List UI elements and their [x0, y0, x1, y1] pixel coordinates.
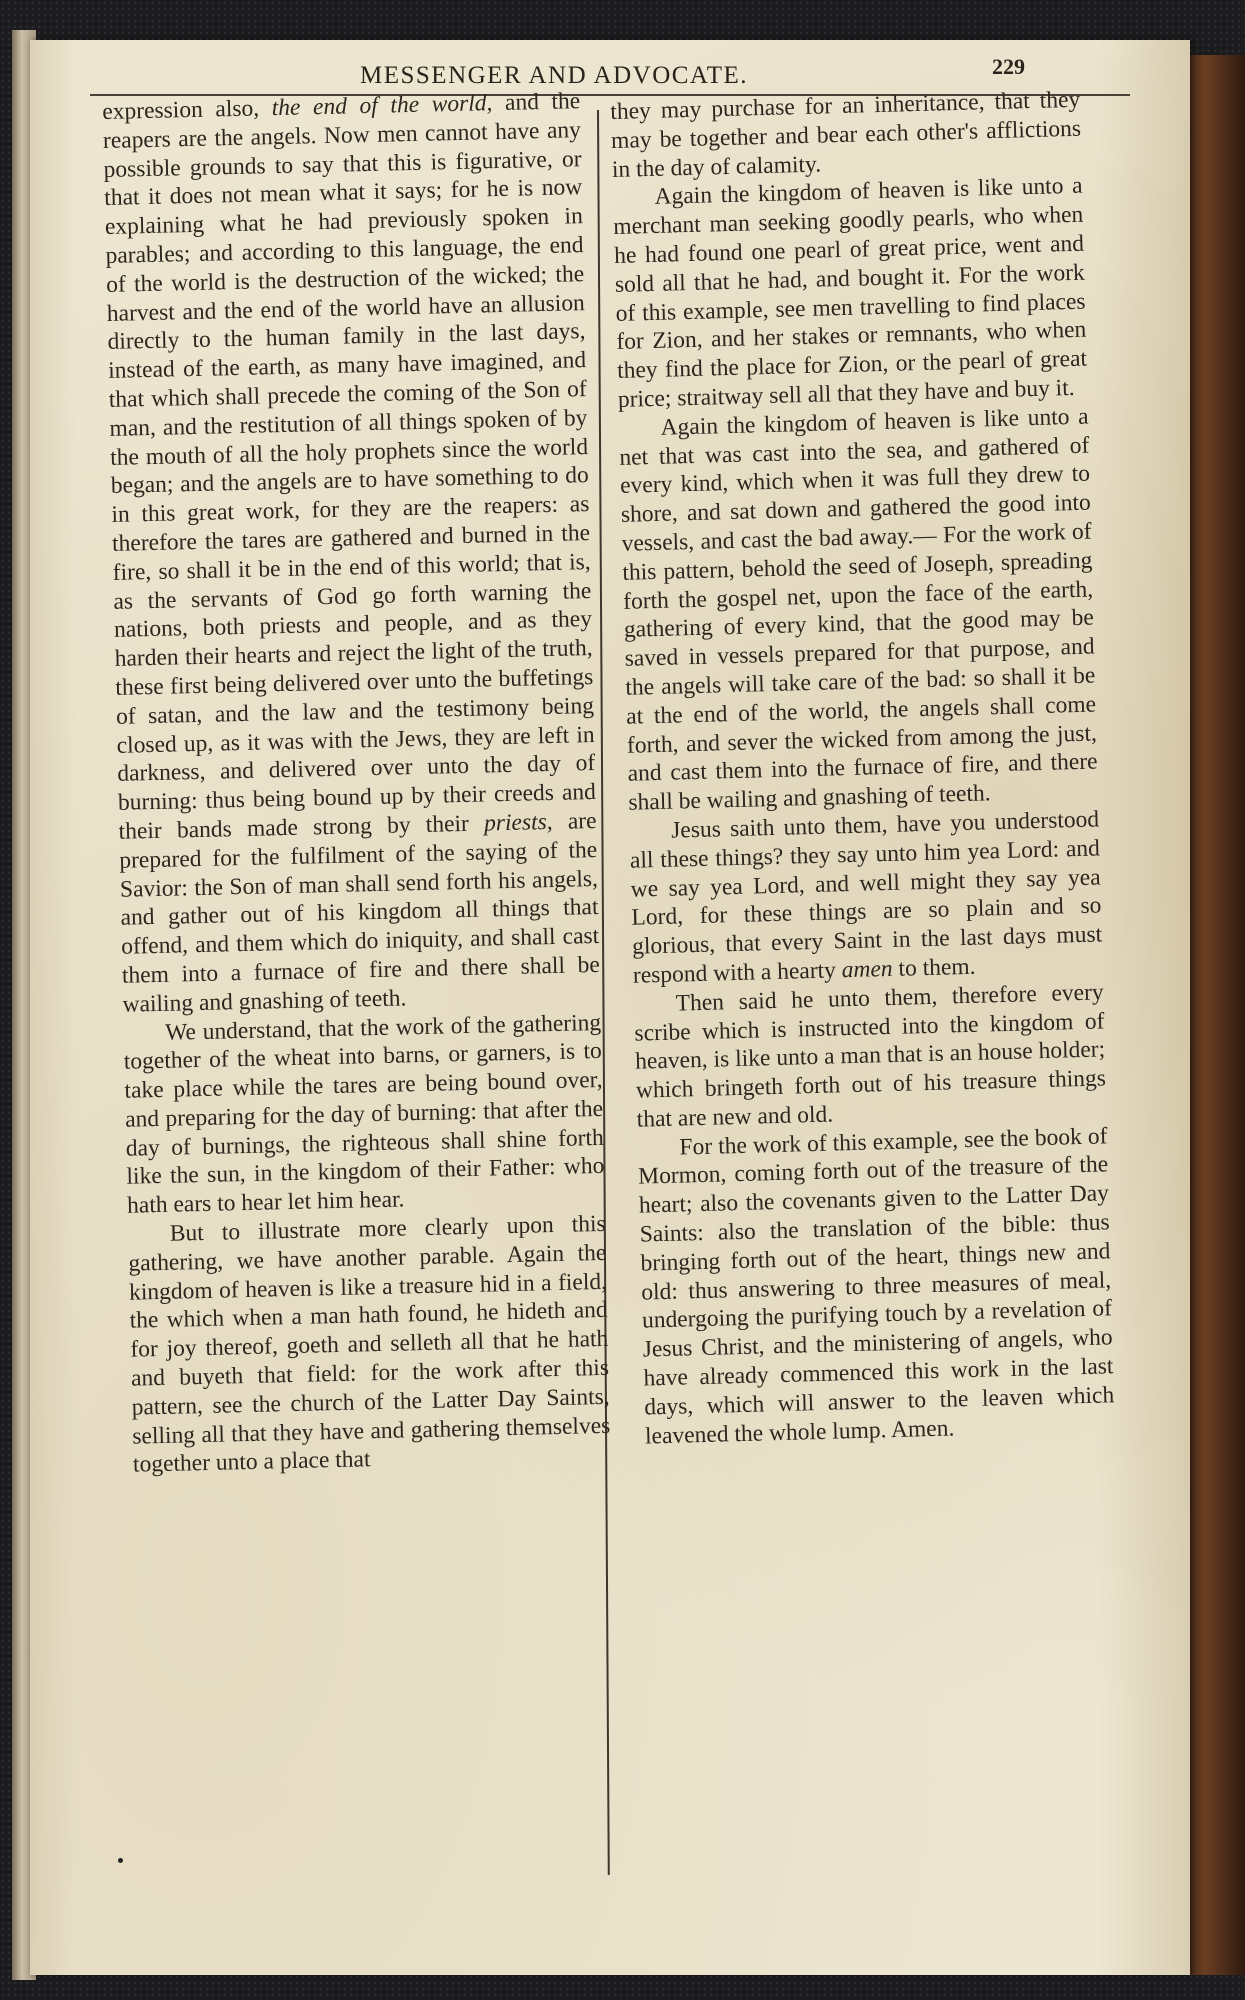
- right-paragraph-3: Again the kingdom of heaven is like unto a net that was cast into the sea, and gathered of every kind, which when it was full they drew to shore, and sat down and gathered the good into vessels, and cast the bad away.— For the work of this pattern, behold the seed of Joseph, spreading forth the gospel net, upon the face of the earth, gathering of every kind, that the good may be saved in vessels prepared for that purpose, and the angels will take care of the bad: so shall it be at the end of the world, the angels shall come forth, and sever the wicked from among the just, and cast them into the furnace of fire, and there shall be wailing and gnashing of teeth.: [619, 403, 1098, 816]
- ink-spot: [118, 1858, 123, 1863]
- text-run: expression also,: [102, 95, 273, 125]
- page-number: 229: [992, 54, 1025, 79]
- left-column: [102, 87, 611, 1480]
- right-paragraph-6: For the work of this example, see the book of Mormon, coming forth out of the treasure of the heart; also the covenants given to the Latter Day Saints: also the translation of the bible: thus bringing forth out of the heart, things new and old: thus answering to three measures of meal, undergoing the purifying touch by a revelation of Jesus Christ, and the ministering of angels, who have already commenced this work in the last days, which will answer to the leaven which leavened the whole lump. Amen.: [637, 1123, 1115, 1450]
- text-run: Jesus saith unto them, have you understood all these things? they say unto him yea Lord: and we say yea Lord, and well might they say yea Lord, for these things are so plain and so glorious, that every Saint in the last days must respond with a hearty: [629, 806, 1103, 989]
- right-paragraph-5: Then said he unto them, therefore every scribe which is instructed into the kingdom of heaven, is like unto a man that is an house holder; which bringeth forth out of his treasure things that are new and old.: [634, 979, 1107, 1133]
- right-paragraph-2: Again the kingdom of heaven is like unto a merchant man seeking goodly pearls, who when he had found one pearl of great price, went and sold all that he had, and bought it. For the work of this example, see men travelling to find places for Zion, and her stakes or remnants, who when they find the place for Zion, or the pearl of great price; straitway sell all that they have and buy it.: [613, 173, 1088, 413]
- text-run: and the reapers are the angels. Now men cannot have any possible grounds to say that this is figurative, or that it does not mean what it says; for he is now explaining what he had previously spoken in parables; and according to this language, the end of the world is the destruction of the wicked; the harvest and the end of the world have an allusion directly to the human family in the last days, instead of the earth, as many have imagined, and that which shall precede the coming of the Son of man, and the restitution of all things spoken of by the mouth of all the holy prophets since the world began; and the angels are to have something to do in this great work, for they are the reapers: as therefore the tares are gathered and burned in the fire, so shall it be in the end of this world; that is, as the servants of God go forth warning the nations, both priests and people, and as they harden their hearts and reject the light of the truth, these first being delivered over unto the buffetings of satan, and the law and the testimony being closed up, as it was with the Jews, they are left in darkness, and delivered over unto the day of burning: thus being bound up by their creeds and their bands made strong by their: [102, 88, 597, 845]
- printed-page: [30, 40, 1190, 1975]
- text-run: to them.: [892, 953, 976, 982]
- italic-run: priests,: [483, 808, 553, 837]
- italic-run: the end of the world,: [271, 90, 493, 122]
- text-run: are prepared for the fulfilment of the saying of the Savior: the Son of man shall send forth his angels, and gather out of his kingdom all things that offend, and them which do iniquity, and shall cast them into a furnace of fire and there shall be wailing and gnashing of teeth.: [119, 807, 601, 1018]
- left-paragraph-2: We understand, that the work of the gathering together of the wheat into barns, or garners, is to take place while the tares are being bound over, and preparing for the day of burning: that after the day of burnings, the righteous shall shine forth like the sun, in the kingdom of their Father: who hath ears to hear let him hear.: [123, 1009, 605, 1219]
- left-paragraph-1: [102, 87, 601, 1019]
- running-title: MESSENGER AND ADVOCATE.: [360, 62, 749, 89]
- right-paragraph-1: they may purchase for an inheritance, that they may be together and bear each other's afflictions in the day of calamity.: [610, 86, 1082, 183]
- book-cover-edge: [1183, 55, 1245, 1975]
- right-paragraph-4: [629, 805, 1103, 990]
- left-paragraph-3: But to illustrate more clearly upon this gathering, we have another parable. Again the kingdom of heaven is like a treasure hid in a field, the which when a man hath found, he hideth and for joy thereof, goeth and selleth all that he hath and buyeth that field: for the work after this pattern, see the church of the Latter Day Saints, selling all that they have and gathering themselves together unto a place that: [128, 1210, 611, 1479]
- right-column: [610, 86, 1115, 1451]
- italic-run: amen: [841, 955, 893, 984]
